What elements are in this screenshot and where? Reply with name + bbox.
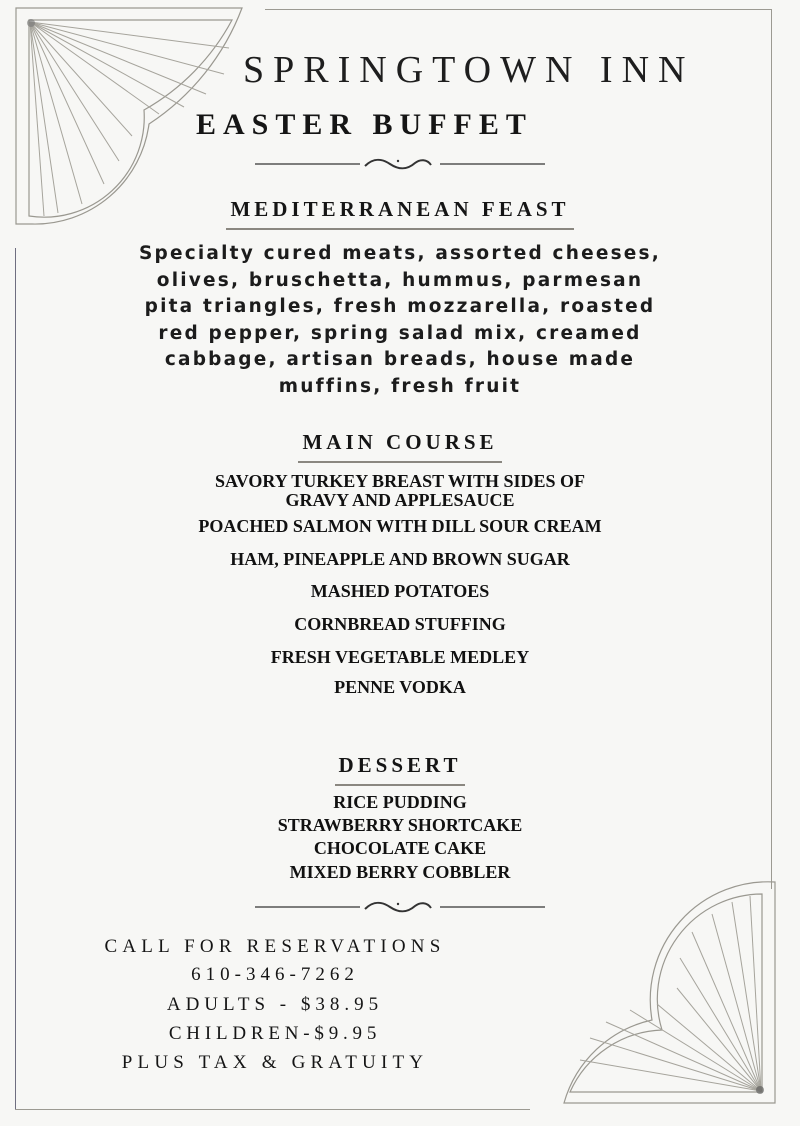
menu-title: EASTER BUFFET	[196, 108, 533, 141]
menu-item-mashed-potatoes: MASHED POTATOES	[310, 581, 490, 601]
description-line: Specialty cured meats, assorted cheeses,	[139, 243, 661, 264]
description-line: red pepper, spring salad mix, creamed	[158, 322, 642, 344]
frame-top-border	[265, 9, 772, 10]
menu-item-turkey	[0, 472, 800, 510]
menu-item-cornbread-stuffing: CORNBREAD STUFFING	[294, 614, 506, 634]
description-line: cabbage, artisan breads, house made	[164, 349, 636, 370]
flourish-divider-top	[255, 155, 545, 173]
menu-item-salmon: POACHED SALMON WITH DILL SOUR CREAM	[198, 516, 602, 536]
mediterranean-description	[0, 241, 800, 400]
section-heading-dessert: DESSERT	[335, 753, 466, 786]
menu-item-berry-cobbler: MIXED BERRY COBBLER	[289, 862, 511, 882]
menu-item-text: GRAVY AND APPLESAUCE	[285, 490, 515, 510]
menu-item-strawberry-shortcake: STRAWBERRY SHORTCAKE	[277, 815, 523, 835]
description-line: pita triangles, fresh mozzarella, roasted	[144, 296, 656, 317]
menu-item-text: SAVORY TURKEY BREAST WITH SIDES OF	[215, 471, 585, 491]
corner-fan-ornament-bottom-right	[562, 880, 777, 1110]
description-line: olives, bruschetta, hummus, parmesan	[156, 269, 644, 291]
description-line: muffins, fresh fruit	[278, 375, 522, 397]
menu-item-vegetable-medley: FRESH VEGETABLE MEDLEY	[270, 647, 530, 667]
menu-item-rice-pudding: RICE PUDDING	[333, 792, 467, 812]
flourish-divider-bottom	[255, 898, 545, 916]
section-heading-mediterranean: MEDITERRANEAN FEAST	[226, 197, 573, 230]
menu-item-penne-vodka: PENNE VODKA	[334, 677, 466, 697]
child-price: CHILDREN-$9.95	[168, 1023, 382, 1044]
restaurant-name: SPRINGTOWN INN	[243, 49, 695, 91]
reservations-label: CALL FOR RESERVATIONS	[104, 936, 446, 957]
section-dessert	[0, 753, 800, 786]
section-mediterranean	[0, 197, 800, 230]
frame-bottom-border	[15, 1109, 530, 1110]
menu-item-ham: HAM, PINEAPPLE AND BROWN SUGAR	[230, 549, 570, 569]
phone-number: 610-346-7262	[191, 964, 359, 985]
tax-gratuity-note: PLUS TAX & GRATUITY	[121, 1052, 429, 1073]
menu-item-chocolate-cake: CHOCOLATE CAKE	[313, 838, 487, 858]
section-main-course	[0, 430, 800, 463]
section-heading-main-course: MAIN COURSE	[298, 430, 501, 463]
adult-price: ADULTS - $38.95	[166, 994, 384, 1015]
